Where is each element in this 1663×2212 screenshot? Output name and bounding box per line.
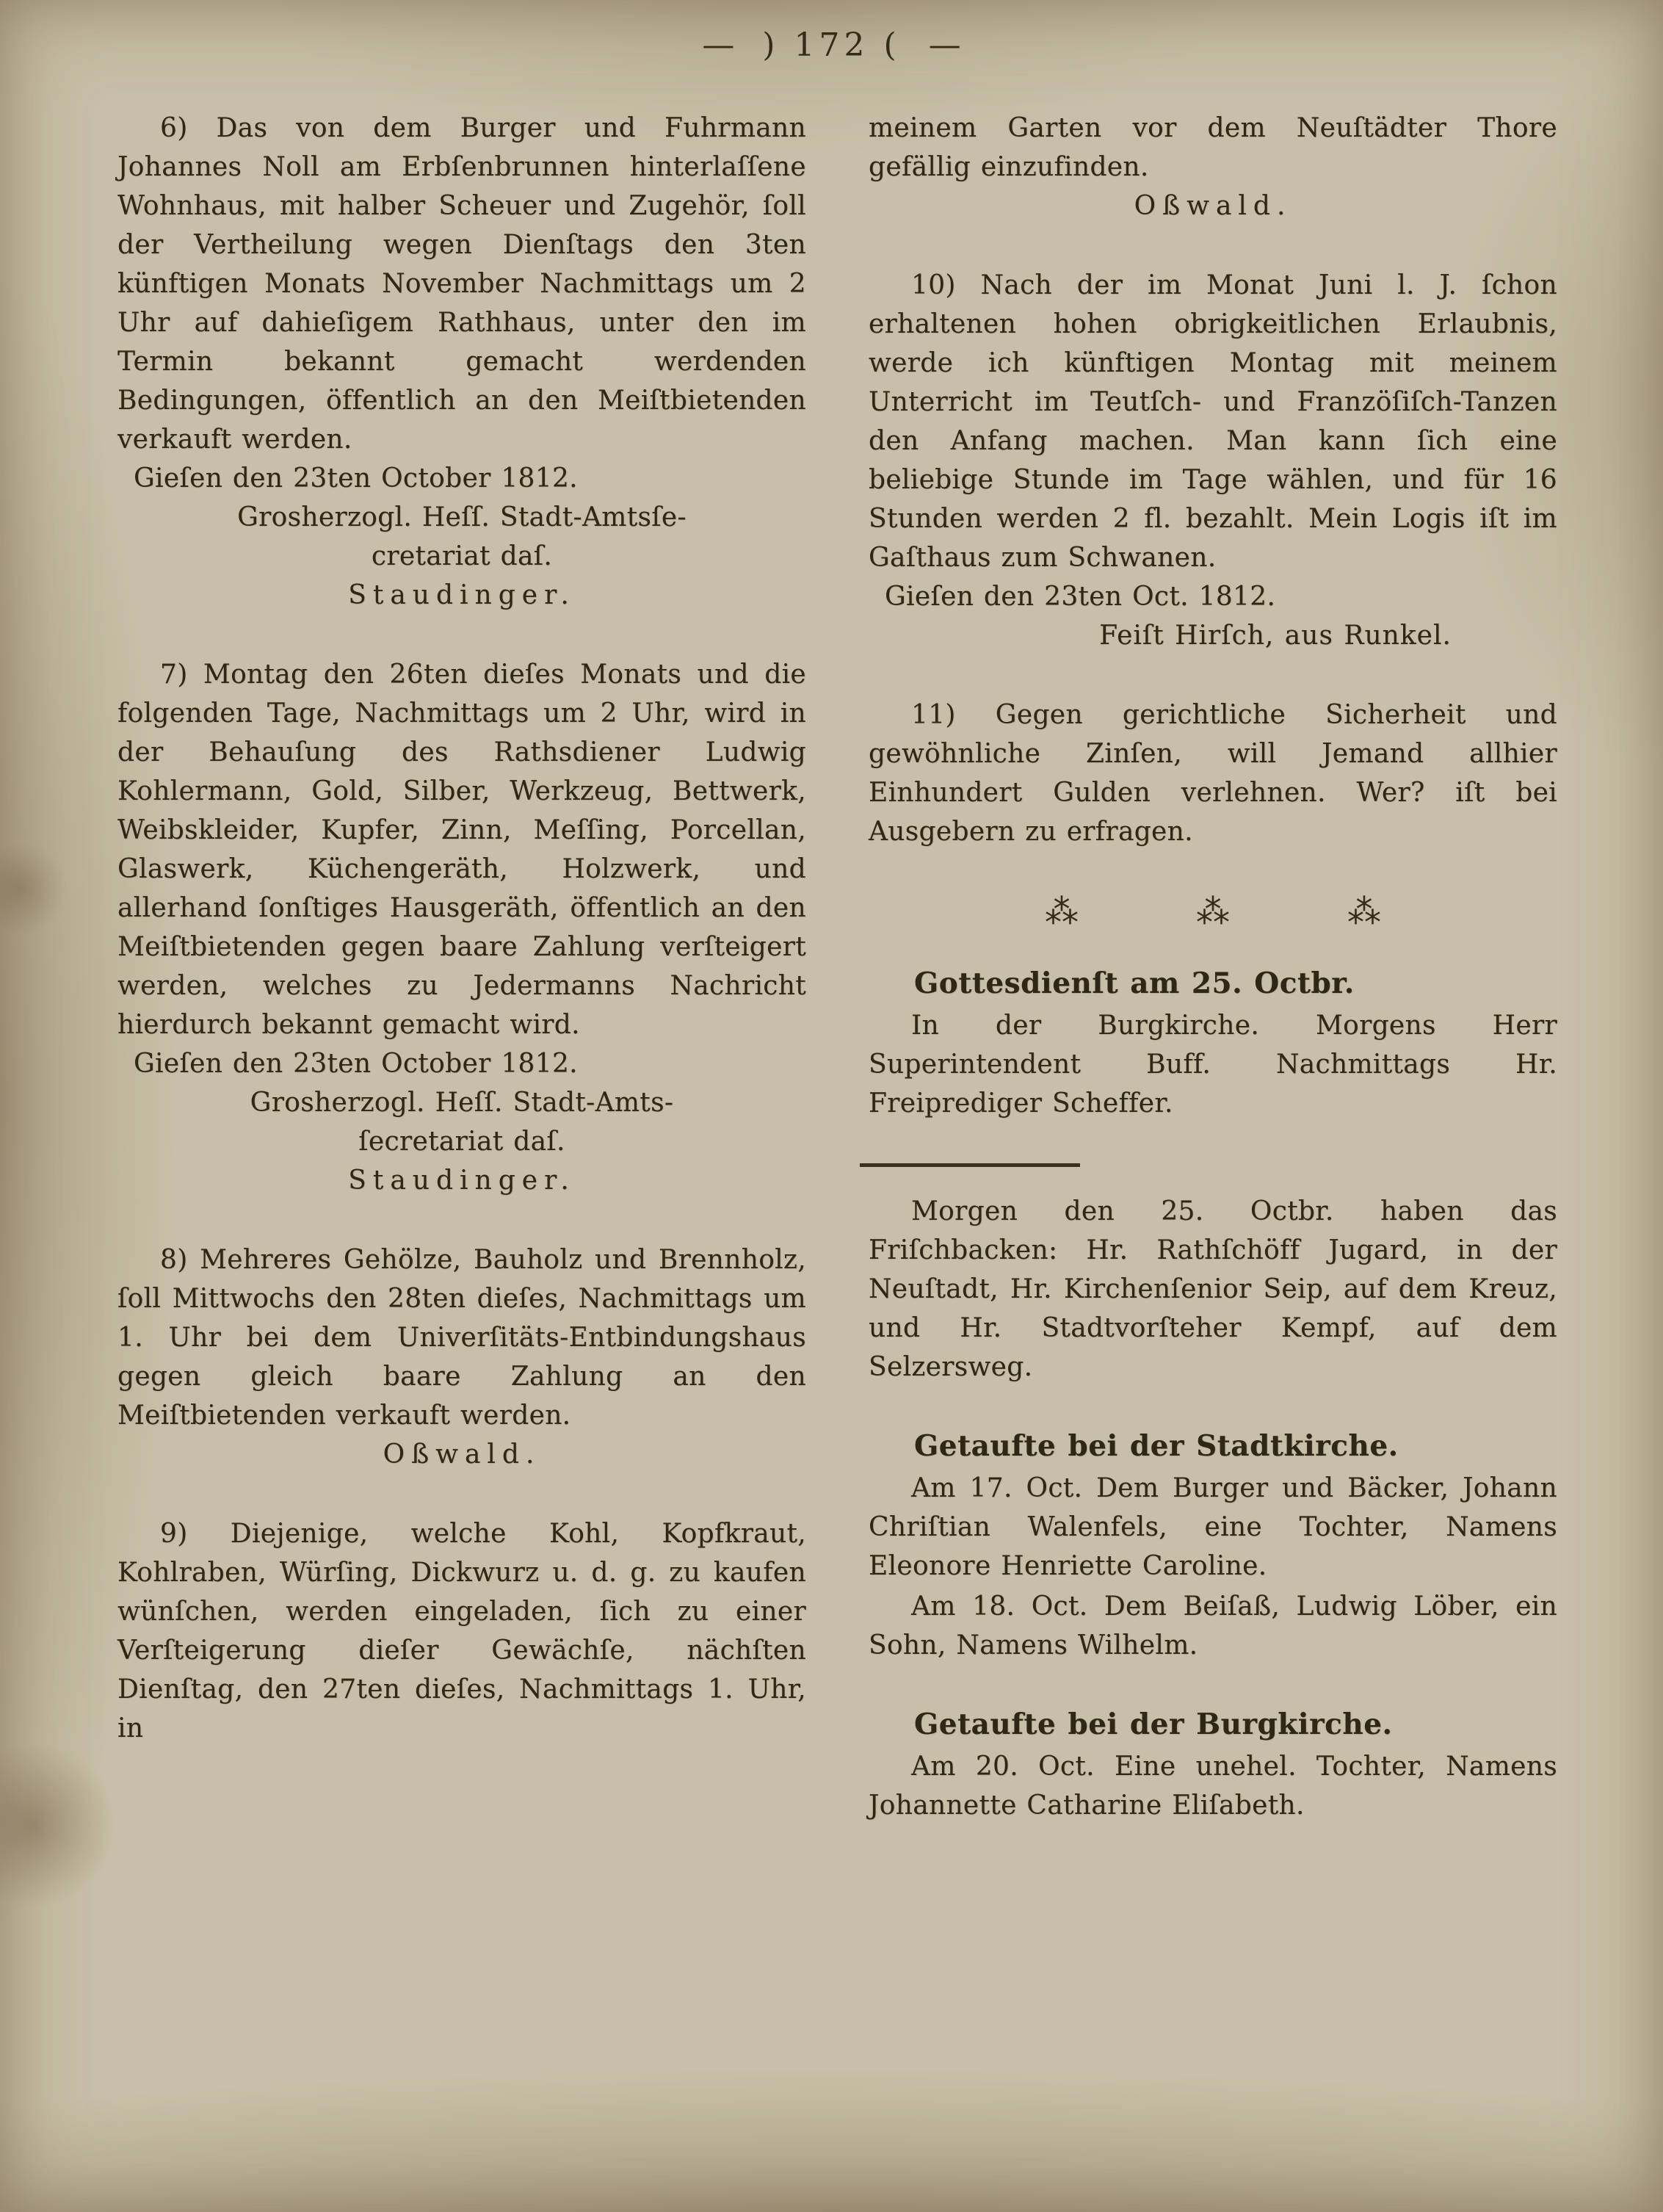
baptisms-burgkirche-heading: Getaufte bei der Burgkirche.	[914, 1707, 1393, 1741]
baptisms-stadtkirche-heading: Getaufte bei der Stadtkirche.	[914, 1429, 1399, 1463]
notice-9-continuation-body: meinem Garten vor dem Neuſtädter Thore gefällig einzufinden.	[869, 113, 1557, 182]
church-service-body: In der Burgkirche. Morgens Herr Superintendent Buff. Nachmittags Hr. Freiprediger Scheffer.	[869, 1011, 1557, 1118]
notice-9-body: 9) Diejenige, welche Kohl, Kopfkraut, Kohlraben, Würſing, Dickwurz u. d. g. zu kaufen wünſchen, werden eingeladen, ſich zu einer Verſteigerung dieſer Gewächſe, nächſten Dienſtag, den 27ten dieſes, Nachmittags 1. Uhr, in	[117, 1519, 806, 1743]
notice-9	[117, 1514, 806, 1748]
baptism-entry: Am 17. Oct. Dem Burger und Bäcker, Johann Chriſtian Walenfels, eine Tochter, Namens Eleonore Henriette Caroline.	[869, 1473, 1557, 1581]
notice-8	[117, 1240, 806, 1474]
page-number: 172	[794, 26, 869, 64]
notice-6-dateline: Gieſen den 23ten October 1812.	[134, 463, 578, 494]
notice-6-attribution-line2: cretariat daſ.	[371, 541, 553, 571]
baptism-entry: Am 20. Oct. Eine unehel. Tochter, Namens Johannette Catharine Eliſabeth.	[869, 1752, 1557, 1821]
notice-11	[869, 695, 1557, 851]
notice-10	[869, 266, 1557, 655]
asterism-icon: ⁂	[1045, 892, 1079, 931]
notice-8-body: 8) Mehreres Gehölze, Bauholz und Brennholz, ſoll Mittwochs den 28ten dieſes, Nachmittags um 1. Uhr bei dem Univerſitäts-Entbindungshaus gegen gleich baare Zahlung an den Meiſtbietenden verkauft werden.	[117, 1245, 806, 1431]
notice-7-body: 7) Montag den 26ten dieſes Monats und die folgenden Tage, Nachmittags um 2 Uhr, wird in der Behauſung des Rathsdiener Ludwig Kohlermann, Gold, Silber, Werkzeug, Bettwerk, Weibskleider, Kupfer, Zinn, Meſſing, Porcellan, Glaswerk, Küchengeräth, Holzwerk, und allerhand ſonſtiges Hausgeräth, öffentlich an den Meiſtbietenden gegen baare Zahlung verſteigert werden, welches zu Jedermanns Nachricht hierdurch bekannt gemacht wird.	[117, 659, 806, 1040]
section-divider	[860, 1163, 1080, 1167]
notice-6-body: 6) Das von dem Burger und Fuhrmann Johannes Noll am Erbſenbrunnen hinterlaſſene Wohnhaus, mit halber Scheuer und Zugehör, ſoll der Vertheilung wegen Dienſtags den 3ten künftigen Monats November Nachmittags um 2 Uhr auf dahieſigem Rathhaus, unter den im Termin bekannt gemacht werdenden Bedingungen, öffentlich an den Meiſtbietenden verkauft werden.	[117, 113, 806, 455]
right-column	[869, 109, 1557, 1865]
asterism-icon: ⁂	[1347, 892, 1381, 931]
notice-11-body: 11) Gegen gerichtliche Sicherheit und gewöhnliche Zinſen, will Jemand allhier Einhundert Gulden verlehnen. Wer? iſt bei Ausgebern zu erfragen.	[869, 700, 1557, 847]
baptism-entry: Am 18. Oct. Dem Beiſaß, Ludwig Löber, ein Sohn, Namens Wilhelm.	[869, 1591, 1557, 1660]
notice-6-signature: Staudinger.	[348, 580, 576, 610]
baptisms-stadtkirche-section	[869, 1427, 1557, 1665]
notice-9-continuation	[869, 109, 1557, 225]
baptisms-burgkirche-section	[869, 1705, 1557, 1825]
page-header	[0, 26, 1663, 64]
church-service-section	[869, 964, 1557, 1123]
left-column	[117, 109, 806, 1865]
notice-10-signature: Feiſt Hirſch, aus Runkel.	[1099, 621, 1452, 651]
notice-7-dateline: Gieſen den 23ten October 1812.	[134, 1049, 578, 1079]
baking-notice-body: Morgen den 25. Octbr. haben das Friſchbacken: Hr. Rathſchöff Jugard, in der Neuſtadt, Hr. Kirchenſenior Seip, auf dem Kreuz, und Hr. Stadtvorſteher Kempf, auf dem Selzersweg.	[869, 1196, 1557, 1382]
notice-6-attribution-line1: Grosherzogl. Heſſ. Stadt-Amtsſe-	[237, 502, 686, 532]
header-bracket-right: (	[883, 26, 901, 64]
ornament-asterisks	[869, 892, 1557, 931]
notice-6	[117, 109, 806, 615]
notice-10-body: 10) Nach der im Monat Juni l. J. ſchon erhaltenen hohen obrigkeitlichen Erlaubnis, werde ich künftigen Montag mit meinem Unterricht im Teutſch- und Franzöſiſch-Tanzen den Anfang machen. Man kann ſich eine beliebige Stunde im Tage wählen, und für 16 Stunden werden 2 fl. bezahlt. Mein Logis iſt im Gaſthaus zum Schwanen.	[869, 270, 1557, 573]
notice-7-attribution-line2: ſecretariat daſ.	[358, 1127, 565, 1157]
notice-7-signature: Staudinger.	[348, 1165, 576, 1196]
notice-7-attribution-line1: Grosherzogl. Heſſ. Stadt-Amts-	[250, 1088, 674, 1118]
notice-9-signature: Oßwald.	[1134, 191, 1292, 221]
church-service-heading: Gottesdienſt am 25. Octbr.	[914, 966, 1355, 1000]
asterism-icon: ⁂	[1196, 892, 1230, 931]
notice-8-signature: Oßwald.	[383, 1439, 541, 1470]
notice-10-dateline: Gieſen den 23ten Oct. 1812.	[885, 582, 1276, 612]
baking-notice-section	[869, 1192, 1557, 1387]
header-bracket-left: )	[762, 26, 780, 64]
header-ornament-left: —	[702, 26, 735, 64]
notice-7	[117, 655, 806, 1200]
header-ornament-right: —	[928, 26, 961, 64]
page-columns	[117, 109, 1557, 1865]
